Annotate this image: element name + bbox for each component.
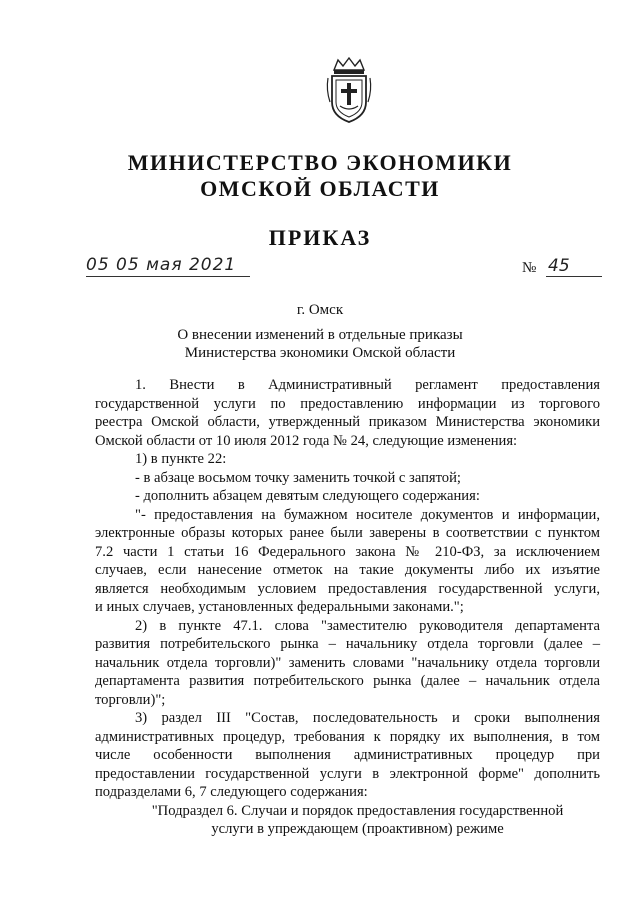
city-name: г. Омск: [296, 302, 344, 318]
body-line: предоставлении государственной услуги в электронной форме" дополнить: [95, 765, 600, 782]
body-line: "- предоставления на бумажном носителе документов и информации,: [135, 506, 600, 523]
body-line: случаев, если нанесение отметок на такие документы либо их изъятие: [95, 562, 600, 578]
body-line: 7.2 части 1 статьи 16 Федерального закона № 210-ФЗ, за исключением: [95, 543, 600, 560]
body-line: развития потребительского рынка – начальнику отдела торговли (далее –: [95, 636, 600, 652]
body-line: Омской области от 10 июля 2012 года № 24, следующие изменения:: [95, 432, 518, 449]
body-line: числе особенности выполнения административных процедур при: [95, 747, 600, 763]
body-line: электронные образы которых ранее были заверены в соответствии с пунктом: [95, 525, 600, 541]
number-underline: [546, 276, 602, 277]
handwritten-date: 05 05 мая 2021: [86, 255, 237, 275]
order-subject: [0, 326, 640, 362]
ministry-name-line2: ОМСКОЙ ОБЛАСТИ: [200, 176, 440, 201]
body-line: 1. Внести в Административный регламент предоставления: [135, 377, 600, 393]
date-underline: [86, 276, 250, 277]
body-line: 2) в пункте 47.1. слова "заместителю руководителя департамента: [135, 617, 600, 634]
order-body: [95, 376, 600, 839]
body-line: подразделами 6, 7 следующего содержания:: [95, 784, 368, 800]
subsection-heading-line: услуги в упреждающем (проактивном) режиме: [211, 821, 504, 837]
subject-line: О внесении изменений в отдельные приказы: [177, 327, 463, 343]
body-line: 3) раздел III "Состав, последовательность и сроки выполнения: [135, 710, 600, 726]
body-line: торговли)";: [95, 691, 166, 708]
body-line: является необходимым условием предоставления государственной услуги,: [95, 580, 600, 597]
body-line: - дополнить абзацем девятым следующего содержания:: [135, 488, 480, 504]
body-line: и иных случаев, установленных федеральными законами.";: [95, 599, 464, 615]
body-line: департамента развития потребительского рынка (далее – начальник отдела: [95, 673, 600, 689]
body-line: реестра Омской области, утвержденный приказом Министерства экономики: [95, 414, 600, 430]
body-line: - в абзаце восьмом точку заменить точкой с запятой;: [135, 469, 461, 486]
ministry-name-line1: МИНИСТЕРСТВО ЭКОНОМИКИ: [127, 150, 513, 175]
body-line: 1) в пункте 22:: [135, 451, 227, 467]
document-type-title: ПРИКАЗ: [268, 225, 372, 250]
number-label: №: [522, 260, 537, 276]
subsection-heading-line: "Подраздел 6. Случаи и порядок предоставления государственной: [151, 802, 564, 819]
body-line: начальник отдела торговли)" заменить словами "начальнику отдела торговли: [95, 654, 600, 671]
coat-of-arms-icon: [324, 56, 374, 124]
body-line: государственной услуги по предоставлению информации из торгового: [95, 395, 600, 412]
handwritten-number: 45: [548, 256, 570, 276]
subject-line: Министерства экономики Омской области: [184, 345, 456, 361]
body-line: административных процедур, требования к порядку их выполнения, в том: [95, 728, 600, 745]
